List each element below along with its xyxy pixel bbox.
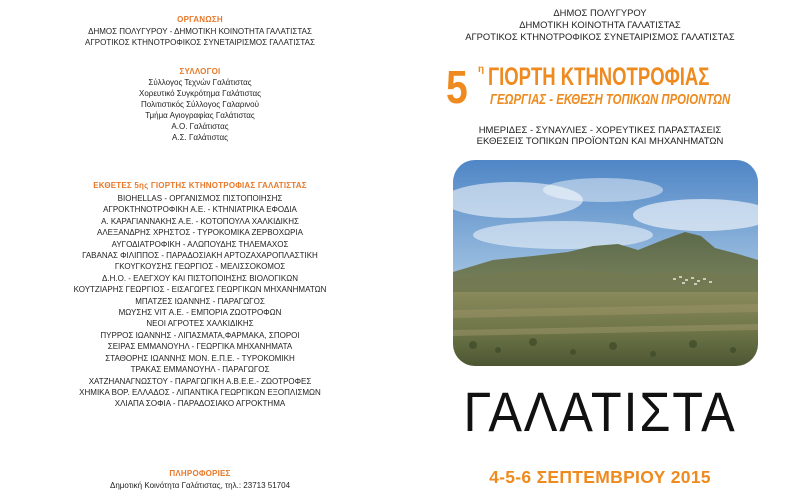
header-line: ΑΓΡΟΤΙΚΟΣ ΚΤΗΝΟΤΡΟΦΙΚΟΣ ΣΥΝΕΤΑΙΡΙΣΜΟΣ ΓΑΛΑΤΙΣΤΑΣ xyxy=(465,31,735,42)
exhibitor-item: ΚΟΥΤΖΙΑΡΗΣ ΓΕΩΡΓΙΟΣ - ΕΙΣΑΓΩΓΕΣ ΓΕΩΡΓΙΚΩΝ ΜΗΧΑΝΗΜΑΤΩΝ xyxy=(73,285,327,295)
association-item: Τμήμα Αγιογραφίας Γαλάτιστας xyxy=(145,111,255,120)
exhibitor-item: ΧΛΙΑΠΑ ΣΟΦΙΑ - ΠΑΡΑΔΟΣΙΑΚΟ ΑΓΡΟΚΤΗΜΑ xyxy=(114,399,286,409)
associations-title: ΣΥΛΛΟΓΟΙ xyxy=(179,67,221,76)
exhibitor-item: ΜΠΑΤΖΕΣ ΙΩΑΝΝΗΣ - ΠΑΡΑΓΩΓΟΣ xyxy=(135,296,265,306)
exhibitor-item: ΠΥΡΡΟΣ ΙΩΑΝΝΗΣ - ΛΙΠΑΣΜΑΤΑ,ΦΑΡΜΑΚΑ, ΣΠΟΡΟΙ xyxy=(100,330,300,340)
events-description xyxy=(400,125,800,147)
exhibitor-item: ΝΕΟΙ ΑΓΡΟΤΕΣ ΧΑΛΚΙΔΙΚΗΣ xyxy=(146,319,254,329)
festival-dates: 4-5-6 ΣΕΠΤΕΜΒΡΙΟΥ 2015 xyxy=(489,467,711,487)
info-section xyxy=(0,468,400,491)
exhibitor-item: ΤΡΑΚΑΣ ΕΜΜΑΝΟΥΗΛ - ΠΑΡΑΓΩΓΟΣ xyxy=(130,365,270,375)
town-name: ΓΑΛΑΤΙΣΤΑ xyxy=(463,380,737,443)
events-line: ΗΜΕΡΙΔΕΣ - ΣΥΝΑΥΛΙΕΣ - ΧΟΡΕΥΤΙΚΕΣ ΠΑΡΑΣΤΑΣΕΙΣ xyxy=(478,125,722,136)
festival-title xyxy=(430,62,770,114)
exhibitor-item: Δ.Η.Ο. - ΕΛΕΓΧΟΥ ΚΑΙ ΠΙΣΤΟΠΟΙΗΣΗΣ ΒΙΟΛΟΓΙΚΩΝ xyxy=(102,273,298,283)
organizer-header xyxy=(400,7,800,43)
header-line: ΔΗΜΟΤΙΚΗ ΚΟΙΝΟΤΗΤΑ ΓΑΛΑΤΙΣΤΑΣ xyxy=(519,19,681,30)
exhibitor-item: ΧΗΜΙΚΑ ΒΟΡ. ΕΛΛΑΔΟΣ - ΛΙΠΑΝΤΙΚΑ ΓΕΩΡΓΙΚΩΝ ΕΞΟΠΛΙΣΜΩΝ xyxy=(79,387,321,397)
association-item: Α.Σ. Γαλάτιστας xyxy=(172,133,228,142)
exhibitor-item: ΣΕΙΡΑΣ ΕΜΜΑΝΟΥΗΛ - ΓΕΩΡΓΙΚΑ ΜΗΧΑΝΗΜΑΤΑ xyxy=(107,342,293,352)
exhibitor-item: ΓΚΟΥΓΚΟΥΣΗΣ ΓΕΩΡΓΙΟΣ - ΜΕΛΙΣΣΟΚΟΜΟΣ xyxy=(114,262,286,272)
exhibitor-item: Α. ΚΑΡΑΓΙΑΝΝΑΚΗΣ Α.Ε. - ΚΟΤΟΠΟΥΛΑ ΧΑΛΚΙΔΙΚΗΣ xyxy=(101,216,299,226)
association-item: Χορευτικό Συγκρότημα Γαλάτιστας xyxy=(139,89,261,98)
exhibitor-item: ΧΑΤΖΗΑΝΑΓΝΩΣΤΟΥ - ΠΑΡΑΓΩΓΙΚΗ Α.Β.Ε.Ε.- ΖΩΟΤΡΟΦΕΣ xyxy=(88,376,312,386)
exhibitor-item: ΑΓΡΟΚΤΗΝΟΤΡΟΦΙΚΗ Α.Ε. - ΚΤΗΝΙΑΤΡΙΚΑ ΕΦΟΔΙΑ xyxy=(103,205,297,215)
organization-line: ΑΓΡΟΤΙΚΟΣ ΚΤΗΝΟΤΡΟΦΙΚΟΣ ΣΥΝΕΤΑΙΡΙΣΜΟΣ ΓΑΛΑΤΙΣΤΑΣ xyxy=(85,38,315,47)
exhibitors-section xyxy=(0,180,400,410)
association-item: Πολιτιστικός Σύλλογος Γαλαρινού xyxy=(141,100,259,109)
info-title: ΠΛΗΡΟΦΟΡΙΕΣ xyxy=(169,469,231,478)
exhibitor-item: ΓΑΒΑΝΑΣ ΦΙΛΙΠΠΟΣ - ΠΑΡΑΔΟΣΙΑΚΗ ΑΡΤΟΖΑΧΑΡΟΠΛΑΣΤΙΚΗ xyxy=(82,251,318,261)
header-line: ΔΗΜΟΣ ΠΟΛΥΓΥΡΟΥ xyxy=(553,7,647,18)
exhibitor-item: ΜΩΥΣΗΣ VIT Α.Ε. - ΕΜΠΟΡΙΑ ΖΩΟΤΡΟΦΩΝ xyxy=(118,308,282,318)
exhibitor-item: ΑΥΓΟΔΙΑΤΡΟΦΙΚΗ - ΑΛΩΠΟΥΔΗΣ ΤΗΛΕΜΑΧΟΣ xyxy=(111,239,289,249)
festival-name: ΓΙΟΡΤΗ ΚΤΗΝΟΤΡΟΦΙΑΣ xyxy=(488,63,710,91)
exhibitor-item: ΣΤΑΘΟΡΗΣ ΙΩΑΝΝΗΣ ΜΟΝ. Ε.Π.Ε. - ΤΥΡΟΚΟΜΙΚΗ xyxy=(105,353,295,363)
info-contact: Δημοτική Κοινότητα Γαλάτιστας, τηλ.: 23713 51704 xyxy=(109,481,291,490)
festival-subtitle: ΓΕΩΡΓΙΑΣ - ΕΚΘΕΣΗ ΤΟΠΙΚΩΝ ΠΡΟΙΟΝΤΩΝ xyxy=(490,91,731,108)
organization-section xyxy=(0,14,400,48)
exhibitor-item: BIOHELLAS - ΟΡΓΑΝΙΣΜΟΣ ΠΙΣΤΟΠΟΙΗΣΗΣ xyxy=(117,194,283,203)
organization-line: ΔΗΜΟΣ ΠΟΛΥΓΥΡΟΥ - ΔΗΜΟΤΙΚΗ ΚΟΙΝΟΤΗΤΑ ΓΑΛΑΤΙΣΤΑΣ xyxy=(88,27,312,36)
association-item: Σύλλογος Τεχνών Γαλάτιστας xyxy=(148,78,252,87)
festival-number: 5 xyxy=(446,61,468,113)
events-line: ΕΚΘΕΣΕΙΣ ΤΟΠΙΚΩΝ ΠΡΟΪΟΝΤΩΝ ΚΑΙ ΜΗΧΑΝΗΜΑΤΩΝ xyxy=(476,136,724,147)
festival-ordinal: η xyxy=(478,64,485,75)
exhibitor-item: ΑΛΕΞΑΝΔΡΗΣ ΧΡΗΣΤΟΣ - ΤΥΡΟΚΟΜΙΚΑ ΖΕΡΒΟΧΩΡΙΑ xyxy=(97,228,303,238)
associations-section xyxy=(0,66,400,143)
right-panel xyxy=(400,0,800,500)
organization-title: ΟΡΓΑΝΩΣΗ xyxy=(177,15,223,24)
landscape-photo xyxy=(453,160,758,366)
exhibitors-title: ΕΚΘΕΤΕΣ 5ης ΓΙΟΡΤΗΣ ΚΤΗΝΟΤΡΟΦΙΑΣ ΓΑΛΑΤΙΣΤΑΣ xyxy=(93,181,307,190)
association-item: Α.Ο. Γαλάτιστας xyxy=(171,122,229,131)
